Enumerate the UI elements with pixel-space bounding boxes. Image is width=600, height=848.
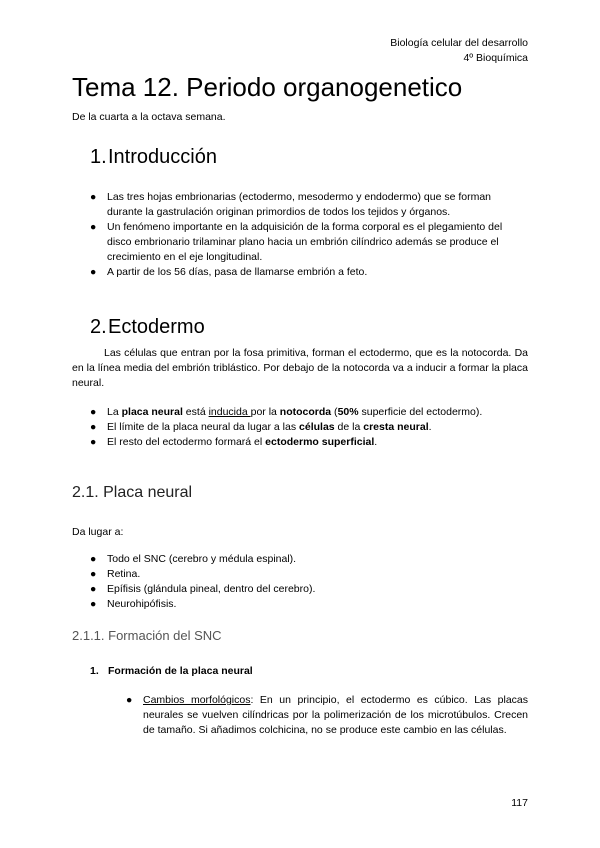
list-item: ● Todo el SNC (cerebro y médula espinal). bbox=[90, 553, 297, 565]
bullet-icon: ● bbox=[90, 221, 97, 233]
bullet-icon: ● bbox=[90, 553, 97, 565]
list-item: ● Un fenómeno importante en la adquisición de la forma corporal es el plegamiento del disco embrionario trilaminar plano hacia un embrión cilíndrico además se produce el crecimiento en el eje longitudinal. bbox=[90, 221, 503, 263]
item-number: 1. bbox=[90, 665, 99, 677]
heading-text: Introducción bbox=[108, 146, 217, 168]
heading-number: 1. bbox=[90, 146, 107, 168]
bullet-icon: ● bbox=[90, 266, 97, 278]
ectodermo-bullet-list bbox=[90, 405, 528, 450]
document-header bbox=[390, 36, 528, 66]
ectodermo-paragraph: Las células que entran por la fosa primitiva, forman el ectodermo, que es la notocorda. Da en la línea media del embrión triblástico. Por debajo de la notocorda va a inducir a formar la placa neural. bbox=[72, 347, 528, 389]
heading-placa-neural: 2.1. Placa neural bbox=[72, 484, 193, 501]
list-item: ● La placa neural está inducida por la notocorda (50% superficie del ectodermo). bbox=[90, 406, 483, 418]
bullet-icon: ● bbox=[90, 421, 97, 433]
formacion-sub-list bbox=[126, 693, 528, 738]
heading-ectodermo bbox=[90, 316, 205, 339]
placa-neural-intro: Da lugar a: bbox=[72, 526, 124, 538]
bullet-icon: ● bbox=[90, 436, 97, 448]
bullet-icon: ● bbox=[90, 406, 97, 418]
bullet-icon: ● bbox=[90, 191, 97, 203]
cambios-label: Cambios morfológicos bbox=[143, 694, 251, 706]
bullet-icon: ● bbox=[90, 598, 97, 610]
header-degree: 4º Bioquímica bbox=[463, 52, 528, 64]
list-item: ● Neurohipófisis. bbox=[90, 598, 177, 610]
list-item: ● Epífisis (glándula pineal, dentro del cerebro). bbox=[90, 583, 316, 595]
item-title: Formación de la placa neural bbox=[108, 665, 253, 677]
list-item: ● Retina. bbox=[90, 568, 141, 580]
heading-formacion-snc: 2.1.1. Formación del SNC bbox=[72, 628, 222, 643]
list-item: ● Cambios morfológicos: En un principio, el ectodermo es cúbico. Las placas neurales se vuelven cilíndricas por la polimerización de los microtúbulos. Crecen de tamaño. Si añadimos colchicina, no se produce este cambio en las células. bbox=[126, 694, 529, 736]
list-item: ● El límite de la placa neural da lugar a las células de la cresta neural. bbox=[90, 421, 432, 433]
heading-text: Ectodermo bbox=[108, 316, 205, 338]
bullet-icon: ● bbox=[126, 694, 133, 706]
header-course: Biología celular del desarrollo bbox=[390, 37, 528, 49]
bullet-icon: ● bbox=[90, 568, 97, 580]
placa-neural-bullet-list bbox=[90, 552, 528, 612]
bullet-icon: ● bbox=[90, 583, 97, 595]
list-item: ● Las tres hojas embrionarias (ectodermo, mesodermo y endodermo) que se forman durante la gastrulación originan primordios de todos los tejidos y órganos. bbox=[90, 191, 492, 218]
list-item: ● El resto del ectodermo formará el ectodermo superficial. bbox=[90, 436, 378, 448]
page-subtitle: De la cuarta a la octava semana. bbox=[72, 111, 226, 123]
heading-number: 2. bbox=[90, 316, 107, 338]
intro-bullet-list bbox=[90, 190, 528, 280]
list-item: ● A partir de los 56 días, pasa de llamarse embrión a feto. bbox=[90, 266, 368, 278]
heading-introduccion bbox=[90, 146, 217, 169]
page-title: Tema 12. Periodo organogenetico bbox=[72, 72, 463, 102]
page-number: 117 bbox=[511, 797, 528, 809]
numbered-item-title bbox=[90, 665, 253, 677]
